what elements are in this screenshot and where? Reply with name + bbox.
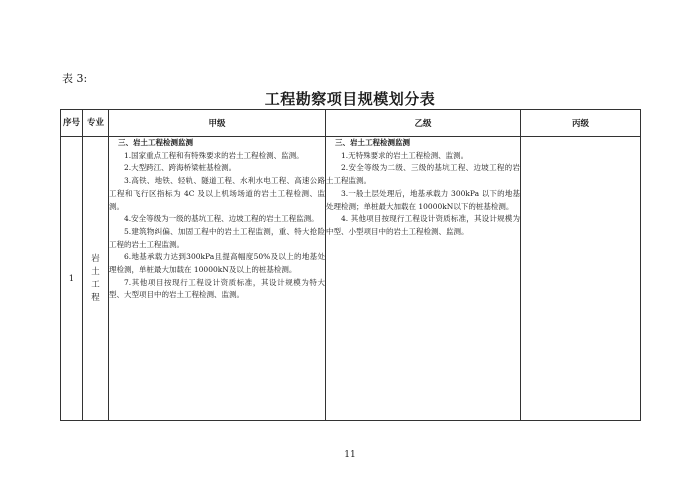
class-a-heading: 三、岩土工程检测监测 xyxy=(118,138,193,147)
class-a-item: 3.高铁、地铁、轻轨、隧道工程、水利水电工程、高速公路工程和飞行区指标为 4C 及以上机场场道的岩土工程检测、监测。 xyxy=(109,176,325,211)
class-b-item: 3.一般土层处理后，地基承载力 300kPa 以下的地基处理检测；单桩最大加载在 10000kN以下的桩基检测。 xyxy=(326,188,520,211)
class-a-item: 5.建筑物纠偏、加固工程中的岩土工程监测，重、特大抢险工程的岩土工程监测。 xyxy=(109,226,325,249)
class-b-cell xyxy=(326,137,521,421)
table-header-row xyxy=(61,110,641,137)
class-b-item: 1.无特殊要求的岩土工程检测、监测。 xyxy=(341,150,469,160)
header-class-c: 丙级 xyxy=(521,110,641,137)
class-a-item: 1.国家重点工程和有特殊要求的岩土工程检测、监测。 xyxy=(124,150,304,160)
class-a-item: 2.大型跨江、跨海桥梁桩基检测。 xyxy=(124,163,237,173)
header-serial-no: 序号 xyxy=(61,110,83,137)
class-b-heading: 三、岩土工程检测监测 xyxy=(335,138,410,147)
table-row xyxy=(61,137,641,421)
class-b-item: 2.安全等级为二级、三级的基坑工程、边坡工程的岩土工程监测。 xyxy=(326,163,520,186)
row-major xyxy=(83,137,109,421)
page-number: 11 xyxy=(344,450,356,460)
class-a-item: 6.地基承载力达到300kPa且提高幅度50%及以上的地基处理检测，单桩最大加载在 10000kN及以上的桩基检测。 xyxy=(109,252,325,275)
header-class-b: 乙级 xyxy=(326,110,521,137)
class-b-item: 4. 其他项目按现行工程设计资质标准，其设计规模为中型、小型项目中的岩土工程检测、监测。 xyxy=(326,214,520,236)
row-serial-no: 1 xyxy=(61,137,83,421)
class-a-item: 7.其他项目按现行工程设计资质标准，其设计规模为特大型、大型项目中的岩土工程检测、监测。 xyxy=(109,277,325,300)
document-title: 工程勘察项目规模划分表 xyxy=(264,90,436,108)
class-c-cell xyxy=(521,137,641,421)
header-class-a: 甲级 xyxy=(109,110,326,137)
table-label: 表 3: xyxy=(62,72,88,85)
header-major: 专业 xyxy=(83,110,109,137)
class-a-cell xyxy=(109,137,326,421)
class-a-item: 4.安全等级为一级的基坑工程、边坡工程的岩土工程监测。 xyxy=(124,214,319,224)
project-scale-table xyxy=(60,109,641,421)
major-text: 岩土工程 xyxy=(91,253,100,303)
